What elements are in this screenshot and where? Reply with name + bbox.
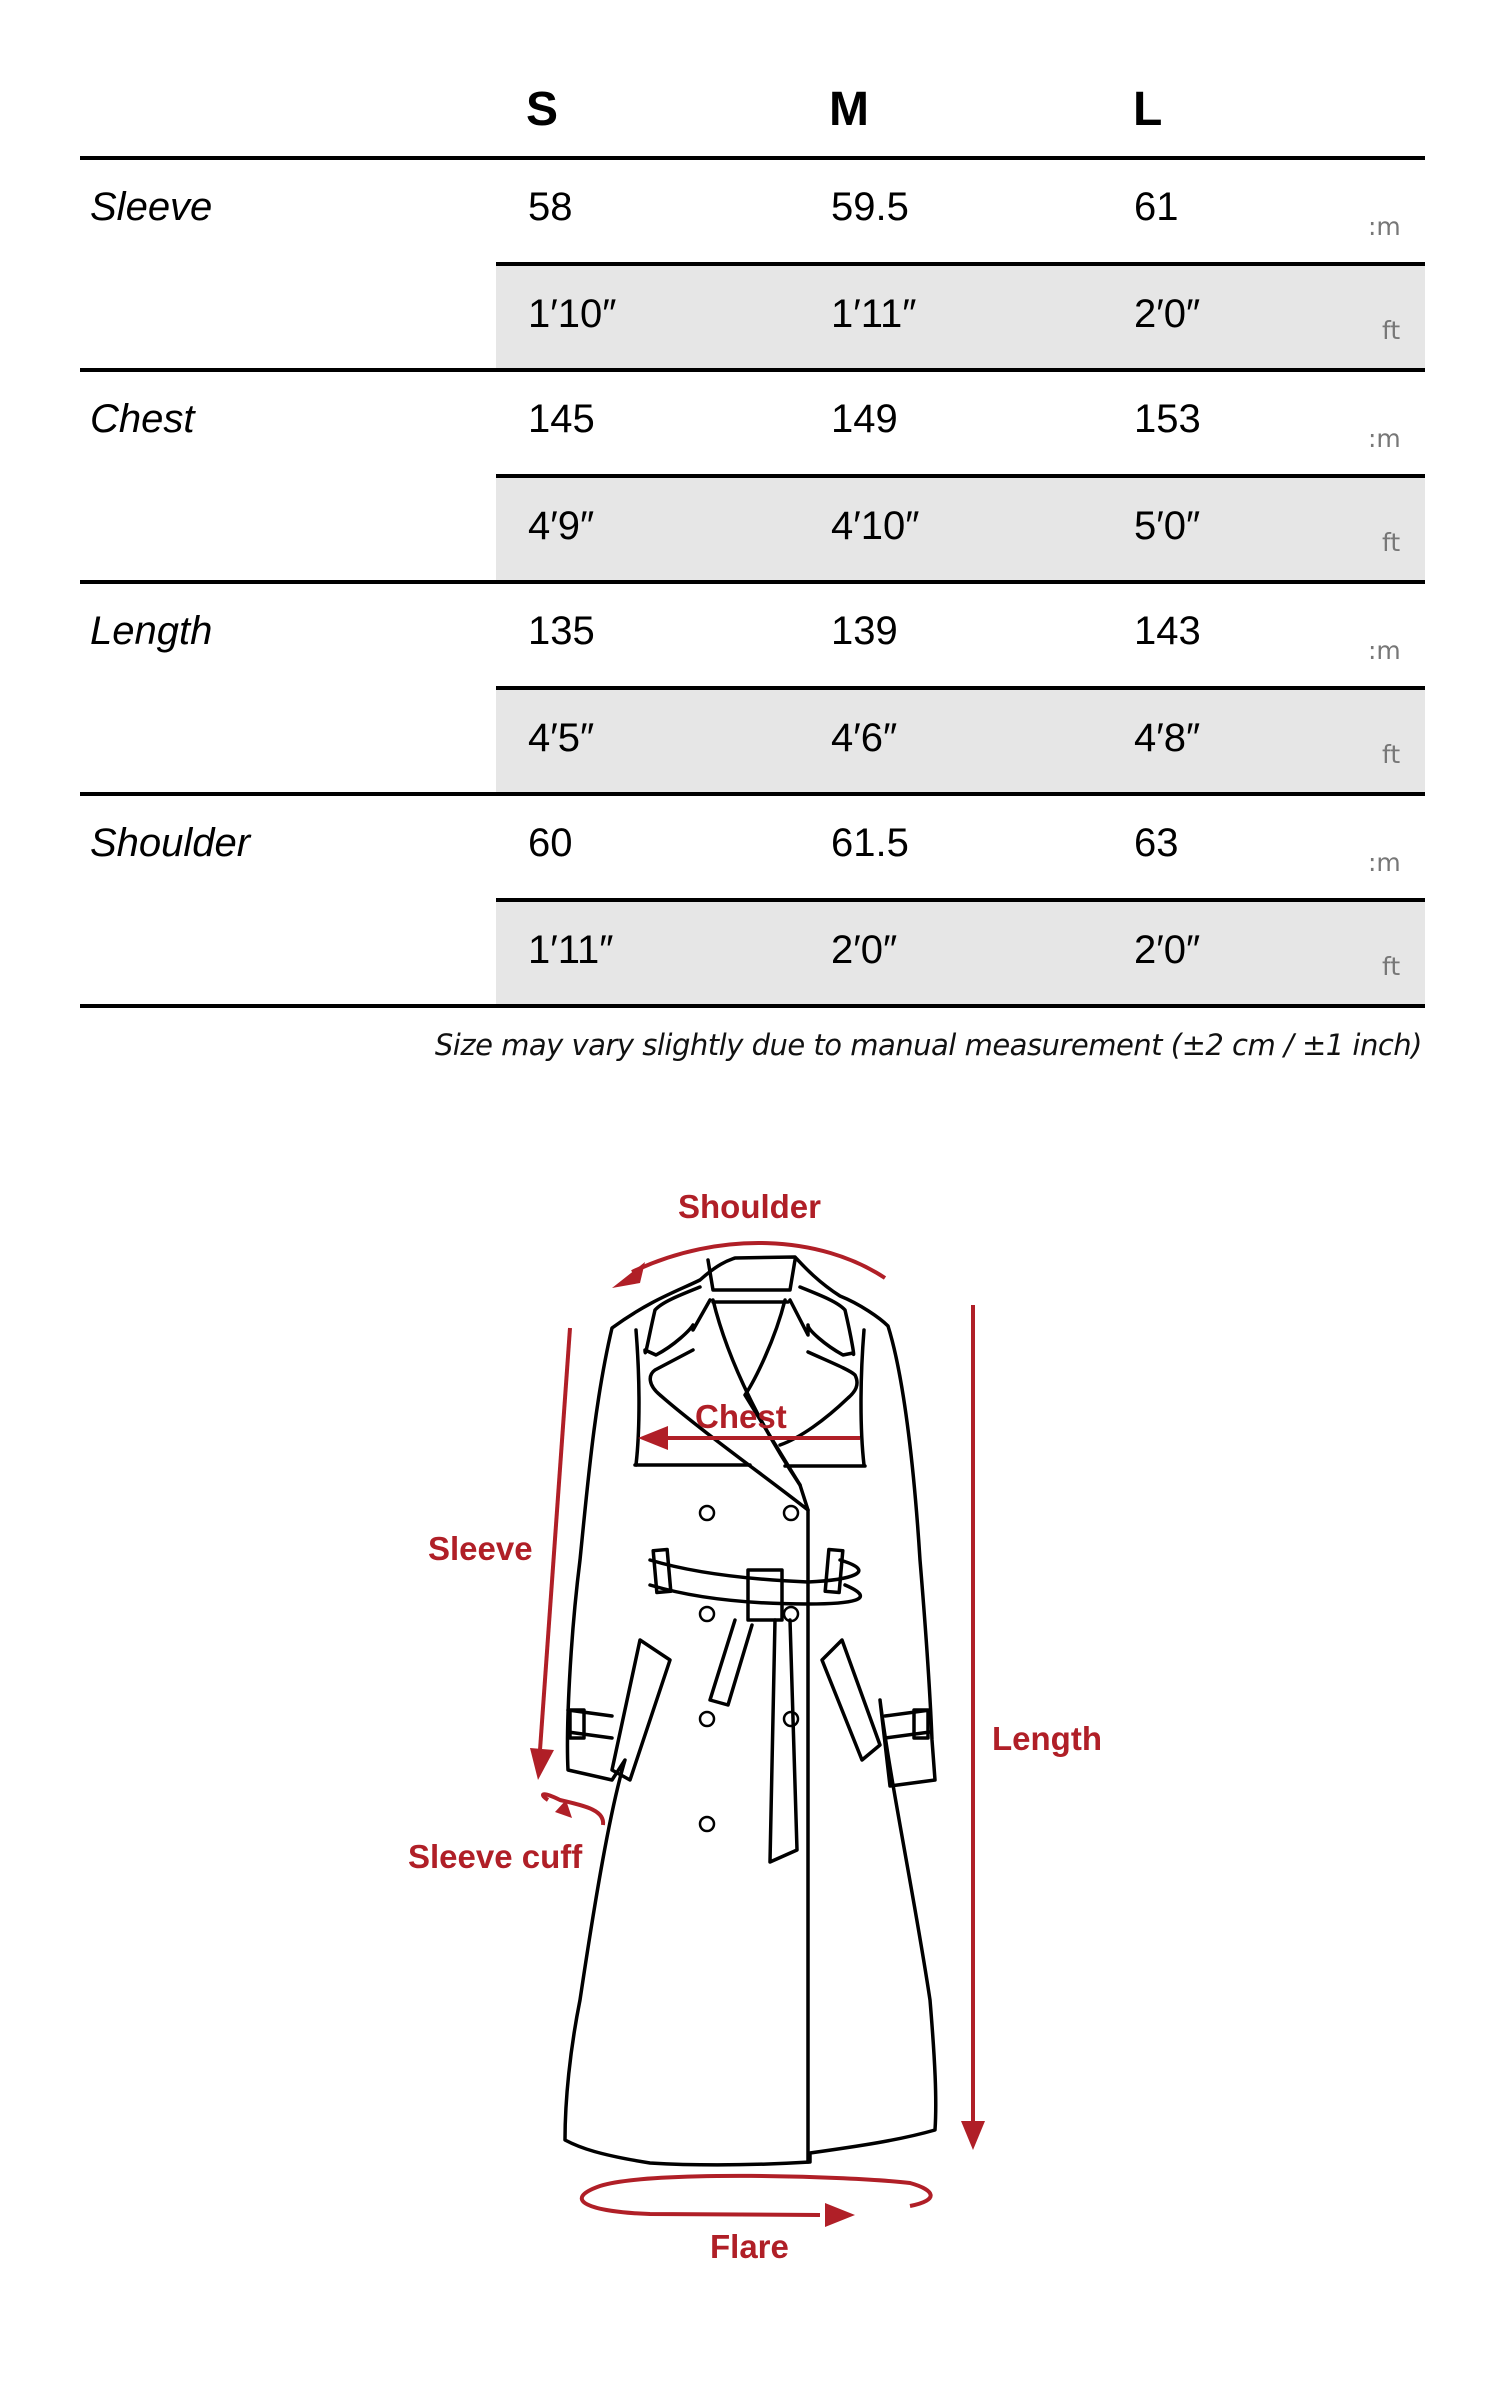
unit-ft: ft: [1382, 528, 1401, 557]
size-header-l: L: [1133, 83, 1163, 136]
unit-cm: :m: [1368, 212, 1401, 241]
cell-ft-l: 2′0″: [1134, 928, 1201, 972]
row-label: Length: [90, 609, 213, 653]
cell-ft-s: 1′10″: [528, 292, 617, 336]
cell-cm-m: 61.5: [831, 821, 909, 865]
cell-cm-l: 61: [1134, 185, 1179, 229]
cell-cm-s: 145: [528, 397, 595, 441]
cell-ft-m: 4′6″: [831, 716, 898, 760]
unit-ft: ft: [1382, 316, 1401, 345]
cell-ft-l: 4′8″: [1134, 716, 1201, 760]
sleeve-label: Sleeve: [428, 1530, 533, 1567]
cell-ft-s: 1′11″: [528, 928, 614, 972]
flare-arrow-icon: [582, 2176, 931, 2215]
unit-cm: :m: [1368, 424, 1401, 453]
chest-label: Chest: [695, 1398, 787, 1435]
flare-label: Flare: [710, 2228, 789, 2265]
unit-ft: ft: [1382, 740, 1401, 769]
cell-cm-s: 135: [528, 609, 595, 653]
button-icon: [700, 1506, 798, 1831]
cell-ft-l: 2′0″: [1134, 292, 1201, 336]
shoulder-label: Shoulder: [678, 1188, 822, 1225]
cell-cm-s: 58: [528, 185, 573, 229]
cell-ft-m: 4′10″: [831, 504, 920, 548]
length-label: Length: [992, 1720, 1102, 1757]
cell-ft-m: 1′11″: [831, 292, 917, 336]
cell-cm-l: 143: [1134, 609, 1201, 653]
row-label: Sleeve: [90, 185, 213, 229]
cell-cm-l: 153: [1134, 397, 1201, 441]
measurement-note: Size may vary slightly due to manual measurement (±2 cm / ±1 inch): [434, 1028, 1422, 1062]
cell-ft-m: 2′0″: [831, 928, 898, 972]
cell-ft-s: 4′9″: [528, 504, 595, 548]
cell-cm-l: 63: [1134, 821, 1179, 865]
unit-cm: :m: [1368, 848, 1401, 877]
cell-ft-l: 5′0″: [1134, 504, 1201, 548]
cell-ft-s: 4′5″: [528, 716, 595, 760]
size-header-m: M: [829, 83, 869, 136]
sleeve-arrow-icon: [540, 1328, 570, 1750]
cell-cm-m: 139: [831, 609, 898, 653]
size-header-s: S: [526, 83, 559, 136]
unit-cm: :m: [1368, 636, 1401, 665]
shoulder-arc-arrow-icon: [632, 1243, 885, 1278]
measurement-arrows: [540, 1243, 973, 2215]
cell-cm-s: 60: [528, 821, 573, 865]
row-label: Chest: [90, 397, 195, 441]
coat-outline-icon: [565, 1257, 936, 2165]
row-label: Shoulder: [90, 821, 251, 865]
unit-ft: ft: [1382, 952, 1401, 981]
sleeve-cuff-label: Sleeve cuff: [408, 1838, 583, 1875]
sleeve-cuff-arrow-icon: [543, 1794, 603, 1825]
cell-cm-m: 59.5: [831, 185, 909, 229]
cell-cm-m: 149: [831, 397, 898, 441]
